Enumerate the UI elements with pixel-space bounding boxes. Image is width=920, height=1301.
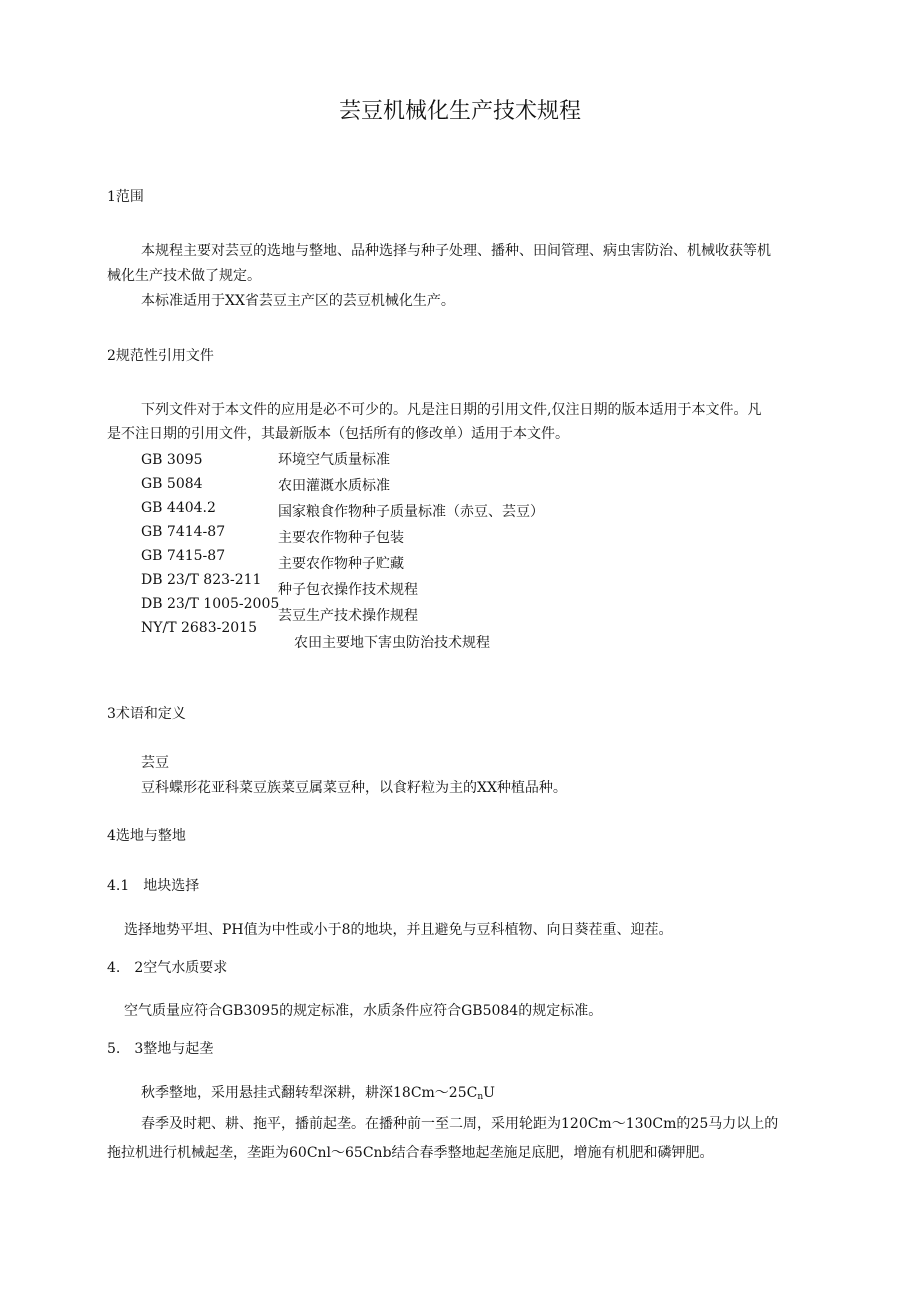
tillage-autumn-text xyxy=(141,1083,495,1107)
section-heading-site: 4选地与整地 xyxy=(107,828,186,844)
reference-title: 种子包衣操作技术规程 xyxy=(278,582,418,598)
section-heading-scope: 1范围 xyxy=(107,189,144,205)
reference-title: 芸豆生产技术操作规程 xyxy=(278,608,418,624)
tillage-autumn-main: 秋季整地，采用悬挂式翻转犁深耕，耕深18Cm～25C xyxy=(141,1085,478,1101)
reference-code: GB 7415-87 xyxy=(141,548,226,564)
reference-title: 国家粮食作物种子质量标准（赤豆、芸豆） xyxy=(278,504,544,520)
scope-applicability: 本标准适用于XX省芸豆主产区的芸豆机械化生产。 xyxy=(141,293,455,309)
reference-code: GB 7414-87 xyxy=(141,524,226,540)
page-title: 芸豆机械化生产技术规程 xyxy=(338,99,581,124)
term-name: 芸豆 xyxy=(141,755,169,771)
reference-title: 农田主要地下害虫防治技术规程 xyxy=(294,635,490,651)
subsection-text-4-2: 空气质量应符合GB3095的规定标准，水质条件应符合GB5084的规定标准。 xyxy=(124,1003,603,1019)
scope-paragraph-line1: 本规程主要对芸豆的选地与整地、品种选择与种子处理、播种、田间管理、病虫害防治、机械收获等机 xyxy=(141,243,771,259)
subsection-heading-4-1: 4.1 地块选择 xyxy=(107,878,200,894)
tillage-spring-line2: 拖拉机进行机械起垄，垄距为60Cnl～65Cnb结合春季整地起垄施足底肥，增施有机肥和磷钾肥。 xyxy=(107,1145,714,1161)
subsection-text-4-1: 选择地势平坦、PH值为中性或小于8的地块，并且避免与豆科植物、向日葵茬重、迎茬。 xyxy=(124,922,673,938)
references-intro-line2: 是不注日期的引用文件，其最新版本（包括所有的修改单）适用于本文件。 xyxy=(107,426,569,442)
tillage-spring-line1: 春季及时耙、耕、拖平，播前起垄。在播种前一至二周，采用轮距为120Cm～130Cm的25马力以上的 xyxy=(141,1116,779,1132)
reference-title: 主要农作物种子包装 xyxy=(278,530,404,546)
tillage-autumn-tail: U xyxy=(483,1085,495,1101)
reference-title: 农田灌溉水质标准 xyxy=(278,478,390,494)
reference-code: DB 23/T 823-211 xyxy=(141,572,262,588)
term-definition: 豆科蝶形花亚科菜豆族菜豆属菜豆种，以食籽粒为主的XX种植品种。 xyxy=(141,780,567,796)
subsection-heading-4-3: 5. 3整地与起垄 xyxy=(107,1041,214,1057)
reference-code: NY/T 2683-2015 xyxy=(141,620,257,636)
subsection-heading-4-2: 4. 2空气水质要求 xyxy=(107,960,228,976)
reference-code: GB 3095 xyxy=(141,452,203,468)
scope-paragraph-line2: 械化生产技术做了规定。 xyxy=(107,268,261,284)
reference-code: DB 23/T 1005-2005 xyxy=(141,596,280,612)
reference-title: 主要农作物种子贮藏 xyxy=(278,556,404,572)
reference-code: GB 5084 xyxy=(141,476,203,492)
section-heading-references: 2规范性引用文件 xyxy=(107,348,214,364)
reference-code: GB 4404.2 xyxy=(141,500,216,516)
tillage-autumn-subscript: n xyxy=(477,1092,484,1102)
reference-title: 环境空气质量标准 xyxy=(278,452,390,468)
references-intro-line1: 下列文件对于本文件的应用是必不可少的。凡是注日期的引用文件,仅注日期的版本适用于本文件。凡 xyxy=(141,402,762,418)
section-heading-terms: 3术语和定义 xyxy=(107,706,186,722)
